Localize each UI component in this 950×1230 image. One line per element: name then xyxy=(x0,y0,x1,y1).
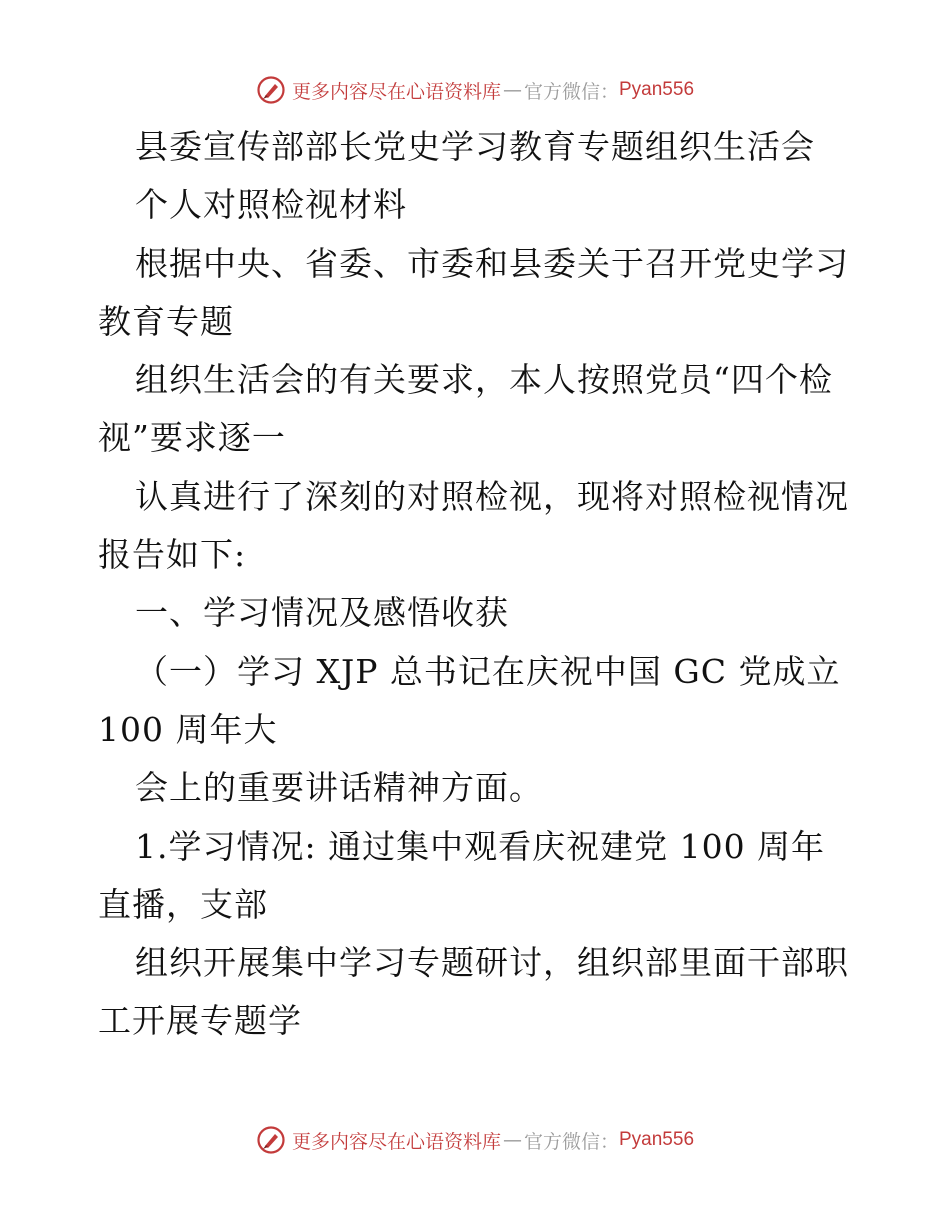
document-line: 组织开展集中学习专题研讨，组织部里面干部职 xyxy=(135,943,849,983)
document-line: 100 周年大 xyxy=(98,709,278,749)
document-line: 1.学习情况: 通过集中观看庆祝建党 100 周年 xyxy=(135,826,826,866)
watermark-wechat-id: Pyan556 xyxy=(619,1129,695,1150)
document-line: 教育专题 xyxy=(98,301,234,341)
document-line: 认真进行了深刻的对照检视，现将对照检视情况 xyxy=(135,476,849,516)
document-line: 报告如下: xyxy=(98,535,247,575)
document-line: 会上的重要讲话精神方面。 xyxy=(135,768,543,808)
watermark-label: 官方微信： xyxy=(523,80,619,103)
pen-circle-icon xyxy=(256,75,286,105)
document-line: 一、学习情况及感悟收获 xyxy=(135,593,509,633)
document-line: （一）学习 XJP 总书记在庆祝中国 GC 党成立 xyxy=(135,651,841,691)
document-line: 根据中央、省委、市委和县委关于召开党史学习 xyxy=(135,243,849,283)
watermark-dash: — xyxy=(502,1129,522,1151)
document-line: 县委宣传部部长党史学习教育专题组织生活会 xyxy=(135,127,815,166)
document-line: 视”要求逐一 xyxy=(98,418,286,458)
watermark-wechat-id: Pyan556 xyxy=(619,79,695,100)
document-line: 工开展专题学 xyxy=(98,1001,302,1041)
watermark-dash: — xyxy=(502,79,522,101)
document-line: 直播，支部 xyxy=(98,884,268,924)
document-body xyxy=(98,118,858,1051)
watermark-text: 更多内容尽在心语资料库 xyxy=(291,1130,501,1153)
watermark-footer xyxy=(0,1120,950,1160)
document-line: 个人对照检视材料 xyxy=(135,185,407,225)
pen-circle-icon xyxy=(256,1125,286,1155)
document-line: 组织生活会的有关要求，本人按照党员“四个检 xyxy=(135,360,833,400)
watermark-header xyxy=(0,70,950,110)
watermark-label: 官方微信： xyxy=(523,1130,619,1153)
watermark-text: 更多内容尽在心语资料库 xyxy=(291,80,501,103)
